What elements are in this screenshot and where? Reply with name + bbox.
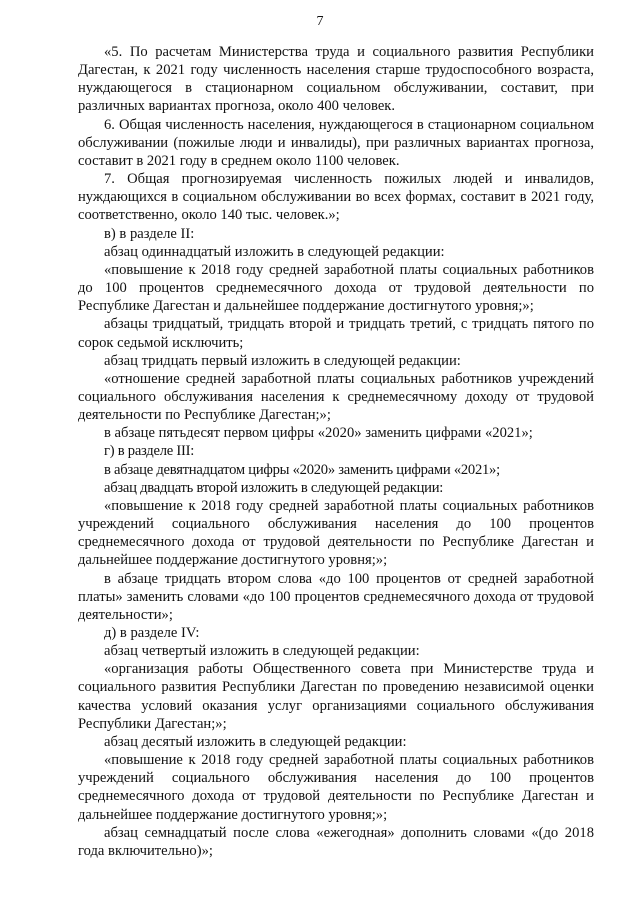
paragraph: абзац двадцать второй изложить в следующей редакции: bbox=[104, 479, 444, 496]
quoted-amendment: «организация работы Общественного совета при Министерстве труда и социального развития Республики Дагестан по проведению независимой оценки качества условий оказания услуг организациями социального обслуживания Республики Дагестан;»; bbox=[78, 661, 594, 732]
quoted-amendment: «повышение к 2018 году средней заработной платы социальных работников до 100 процентов среднемесячного дохода от трудовой деятельности по Республике Дагестан и дальнейшее поддержание достигнутого уровня;»; bbox=[78, 261, 594, 315]
subsection-v-heading: в) в разделе II: bbox=[104, 225, 195, 242]
paragraph: в абзаце пятьдесят первом цифры «2020» заменить цифрами «2021»; bbox=[104, 425, 533, 442]
quoted-amendment: «отношение средней заработной платы социальных работников учреждений социального обслуживания населения к среднемесячному доходу от трудовой деятельности по Республике Дагестан;»; bbox=[78, 370, 594, 424]
subsection-g-heading: г) в разделе III: bbox=[104, 443, 195, 460]
quoted-amendment: «повышение к 2018 году средней заработной платы социальных работников учреждений социального обслуживания населения до 100 процентов среднемесячного дохода от трудовой деятельности по Республике Дагестан и дальнейшее поддержание достигнутого уровня;»; bbox=[78, 752, 594, 823]
subsection-d-heading: д) в разделе IV: bbox=[104, 625, 200, 641]
paragraph: абзац десятый изложить в следующей редакции: bbox=[104, 733, 407, 750]
paragraph: в абзаце девятнадцатом цифры «2020» заменить цифрами «2021»; bbox=[104, 461, 500, 478]
paragraph: в абзаце тридцать втором слова «до 100 процентов от средней заработной платы» заменить словами «до 100 процентов среднемесячного дохода от трудовой деятельности»; bbox=[78, 570, 594, 623]
quoted-amendment: «повышение к 2018 году средней заработной платы социальных работников учреждений социального обслуживания населения до 100 процентов среднемесячного дохода от трудовой деятельности по Республике Дагестан и дальнейшее поддержание достигнутого уровня;»; bbox=[78, 497, 594, 569]
paragraph: абзац семнадцатый после слова «ежегодная» дополнить словами «(до 2018 года включительно)»; bbox=[78, 824, 594, 859]
document-body bbox=[78, 43, 594, 860]
paragraph-item-6: 6. Общая численность населения, нуждающегося в стационарном социальном обслуживании (пожилые люди и инвалиды), при различных вариантах прогноза, составит в 2021 году в среднем около 1100 человек. bbox=[78, 116, 594, 169]
paragraph: абзац одиннадцатый изложить в следующей редакции: bbox=[104, 243, 445, 260]
paragraph: абзацы тридцатый, тридцать второй и тридцать третий, с тридцать пятого по сорок седьмой исключить; bbox=[78, 316, 594, 351]
page-number: 7 bbox=[316, 14, 324, 29]
paragraph-item-5: «5. По расчетам Министерства труда и социального развития Республики Дагестан, к 2021 году численность населения старше трудоспособного возраста, нуждающегося в стационарном социальном обслуживании, составит, при различных вариантах прогноза, около 400 человек. bbox=[78, 44, 594, 115]
paragraph: абзац тридцать первый изложить в следующей редакции: bbox=[104, 352, 461, 369]
paragraph: абзац четвертый изложить в следующей редакции: bbox=[104, 643, 420, 660]
paragraph-item-7: 7. Общая прогнозируемая численность пожилых людей и инвалидов, нуждающихся в социальном обслуживании во всех формах, составит в 2021 году, соответственно, около 140 тыс. человек.»; bbox=[78, 171, 594, 224]
